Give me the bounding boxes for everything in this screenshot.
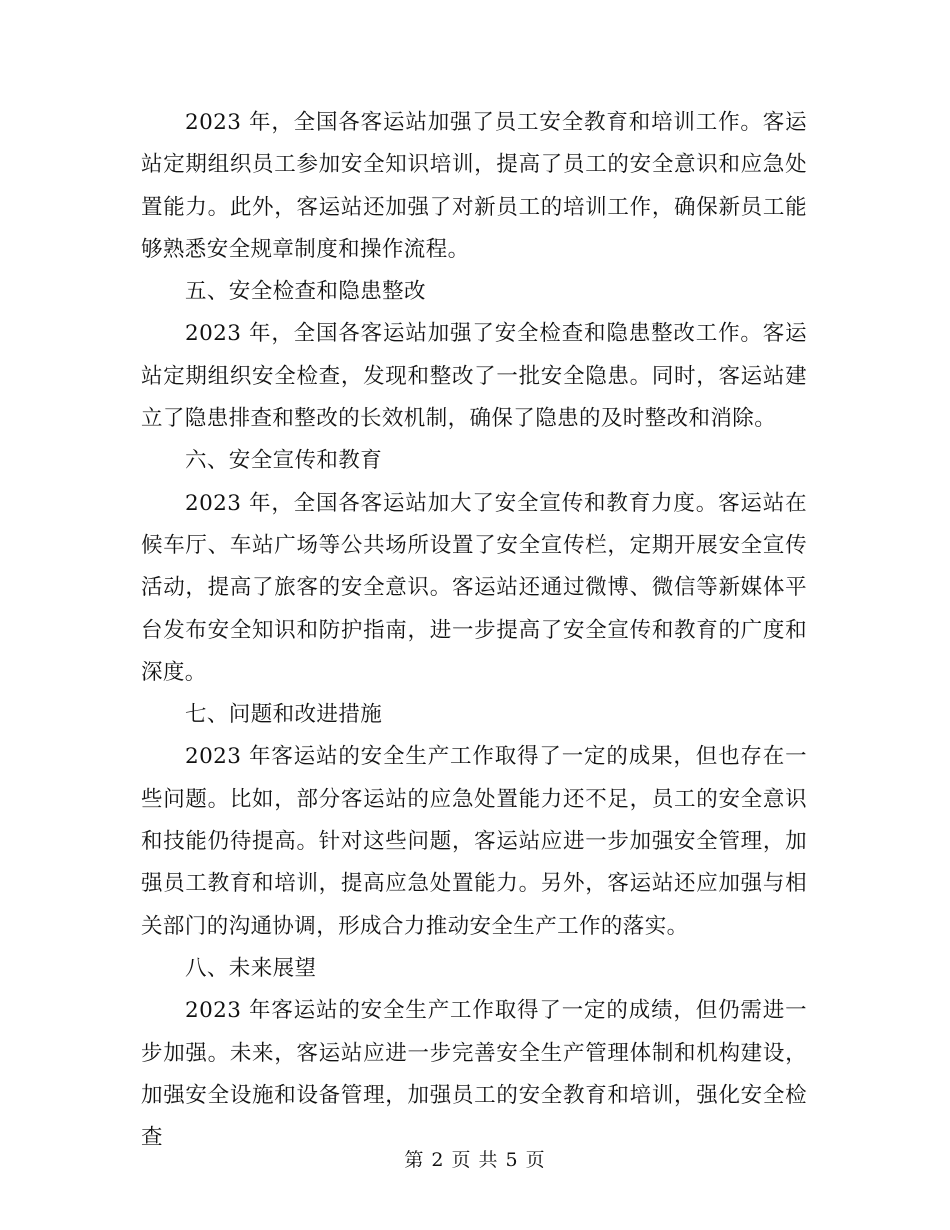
section-heading-problems: 七、问题和改进措施 xyxy=(185,702,383,728)
paragraph-safety-publicity: 2023 年，全国各客运站加大了安全宣传和教育力度。客运站在候车厅、车站广场等公共场所设置了安全宣传栏，定期开展安全宣传活动，提高了旅客的安全意识。客运站还通过微博、微信等新媒体平台发布安全知识和防护指南，进一步提高了安全宣传和教育的广度和深度。 xyxy=(141,490,807,685)
paragraph-staff-training: 2023 年，全国各客运站加强了员工安全教育和培训工作。客运站定期组织员工参加安全知识培训，提高了员工的安全意识和应急处置能力。此外，客运站还加强了对新员工的培训工作，确保新员工能够熟悉安全规章制度和操作流程。 xyxy=(141,110,807,262)
paragraph-safety-inspection: 2023 年，全国各客运站加强了安全检查和隐患整改工作。客运站定期组织安全检查，发现和整改了一批安全隐患。同时，客运站建立了隐患排查和整改的长效机制，确保了隐患的及时整改和消除。 xyxy=(141,321,807,432)
section-heading-safety-publicity: 六、安全宣传和教育 xyxy=(185,448,383,474)
section-heading-safety-inspection: 五、安全检查和隐患整改 xyxy=(185,279,426,305)
document-body xyxy=(141,102,807,1159)
paragraph-problems: 2023 年客运站的安全生产工作取得了一定的成果，但也存在一些问题。比如，部分客运站的应急处置能力还不足，员工的安全意识和技能仍待提高。针对这些问题，客运站应进一步加强安全管理，加强员工教育和培训，提高应急处置能力。另外，客运站还应加强与相关部门的沟通协调，形成合力推动安全生产工作的落实。 xyxy=(141,744,807,939)
page-footer xyxy=(0,1148,950,1172)
section-heading-outlook: 八、未来展望 xyxy=(185,955,317,981)
page-number-label: 第 2 页 共 5 页 xyxy=(404,1149,546,1171)
paragraph-outlook: 2023 年客运站的安全生产工作取得了一定的成绩，但仍需进一步加强。未来，客运站应进一步完善安全生产管理体制和机构建设，加强安全设施和设备管理，加强员工的安全教育和培训，强化安全检查 xyxy=(141,998,807,1151)
